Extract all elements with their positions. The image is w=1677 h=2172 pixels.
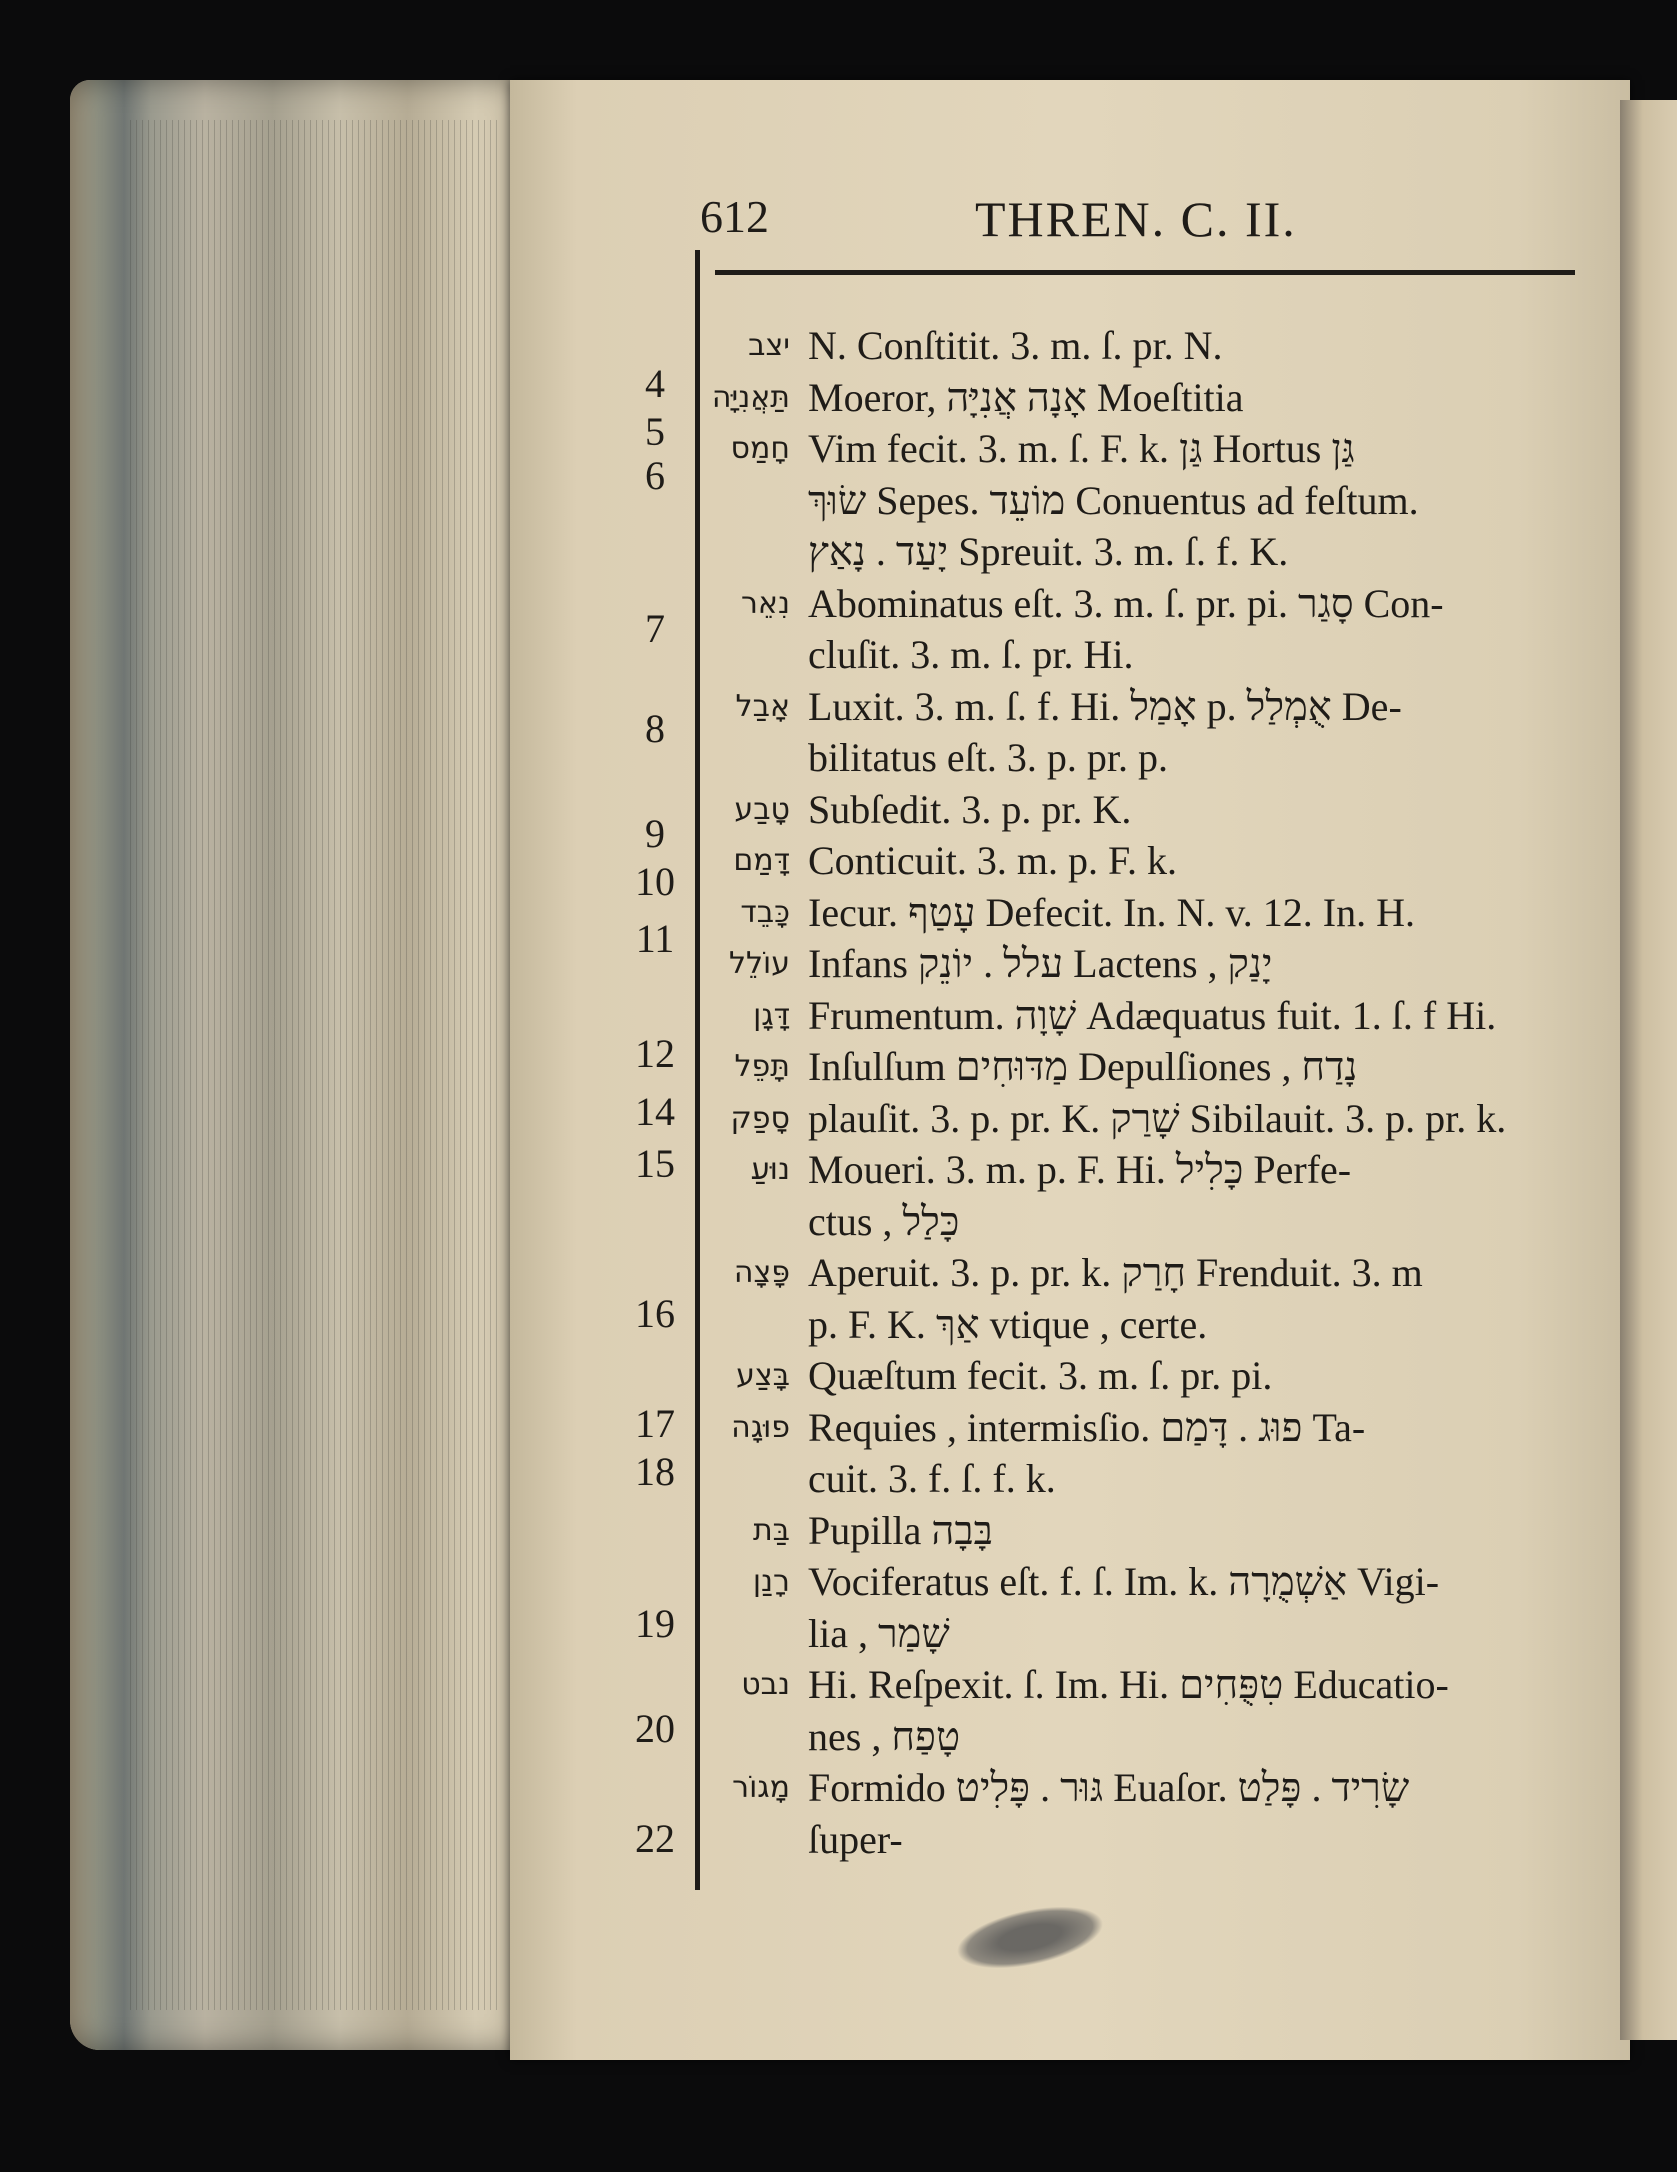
latin-gloss: Requies , intermisſio. פוּג . דָּמַם Ta- xyxy=(808,1404,1366,1450)
glossary-line xyxy=(705,421,1585,473)
hebrew-headword: תָּפֵל xyxy=(734,1049,790,1085)
hebrew-headword: דָּגָן xyxy=(753,997,790,1033)
latin-gloss: Iecur. עָטַף Defecit. In. N. v. 12. In. H. xyxy=(808,889,1415,935)
verse-number: 7 xyxy=(645,606,665,651)
hebrew-headword: אָבַל xyxy=(735,688,790,724)
latin-gloss: Hi. Reſpexit. ſ. Im. Hi. טִפֻּחִים Educatio- xyxy=(808,1662,1449,1708)
glossary-line xyxy=(705,1709,1585,1761)
verse-number: 5 xyxy=(645,409,665,454)
latin-gloss: cluſit. 3. m. ſ. pr. Hi. xyxy=(808,632,1134,678)
verse-number: 6 xyxy=(645,453,665,498)
hebrew-headword: טָבַע xyxy=(734,791,790,827)
verse-number: 18 xyxy=(635,1449,675,1494)
hebrew-headword: נבט xyxy=(741,1667,790,1703)
latin-gloss: cuit. 3. f. ſ. f. k. xyxy=(808,1456,1056,1502)
latin-gloss: Abominatus eſt. 3. m. ſ. pr. pi. סָגַר Con- xyxy=(808,580,1444,626)
glossary-line xyxy=(705,370,1585,422)
latin-gloss: שׂוּךְ Sepes. מוֹעֵד Conuentus ad feſtum. xyxy=(808,477,1419,523)
glossary-line xyxy=(705,679,1585,731)
hebrew-headword: כָּבֵד xyxy=(740,894,790,930)
verse-number: 10 xyxy=(635,859,675,904)
glossary-line xyxy=(705,1039,1585,1091)
book-page-edges xyxy=(70,80,520,2050)
facing-page-edge xyxy=(1620,100,1677,2040)
hebrew-headword: יצב xyxy=(748,328,790,364)
glossary-line xyxy=(705,576,1585,628)
glossary-line xyxy=(705,833,1585,885)
latin-gloss: Frumentum. שָׁוָה Adæquatus fuit. 1. ſ. f Hi. xyxy=(808,992,1497,1038)
glossary-line xyxy=(705,1503,1585,1555)
page-header xyxy=(700,190,1600,250)
glossary-line xyxy=(705,1297,1585,1349)
verse-number: 19 xyxy=(635,1601,675,1646)
verse-number: 16 xyxy=(635,1291,675,1336)
verse-number: 11 xyxy=(635,916,675,961)
hebrew-headword: בָּצַע xyxy=(736,1358,790,1394)
glossary-line xyxy=(705,318,1585,370)
verse-number: 14 xyxy=(635,1089,675,1134)
latin-gloss: nes , טָפַח xyxy=(808,1713,961,1759)
latin-gloss: Moeror, אָנָה אֲנִיָּה Moeſtitia xyxy=(808,374,1244,420)
latin-gloss: Moueri. 3. m. p. F. Hi. כָּלִיל Perfe- xyxy=(808,1147,1352,1193)
glossary-line xyxy=(705,1194,1585,1246)
latin-gloss: lia , שָׁמַר xyxy=(808,1610,950,1656)
latin-gloss: bilitatus eſt. 3. p. pr. p. xyxy=(808,735,1168,781)
latin-gloss: Subſedit. 3. p. pr. K. xyxy=(808,786,1132,832)
latin-gloss: Formido גּוּר . פָּלִיט Euaſor. שָׂרִיד . פָּלַט xyxy=(808,1765,1410,1811)
latin-gloss: plauſit. 3. p. pr. K. שָׁרַק Sibilauit. 3. p. pr. k. xyxy=(808,1095,1507,1141)
hebrew-headword: פוּגָה xyxy=(731,1409,790,1445)
hebrew-headword: דָּמַם xyxy=(733,843,790,879)
glossary-line xyxy=(705,730,1585,782)
hebrew-headword: נוּעַ xyxy=(750,1152,790,1188)
latin-gloss: Luxit. 3. m. ſ. f. Hi. אָמַל p. אֻמְלַל De- xyxy=(808,683,1402,729)
verse-number: 8 xyxy=(645,706,665,751)
latin-gloss: Aperuit. 3. p. pr. k. חָרַק Frenduit. 3. m xyxy=(808,1250,1423,1296)
glossary-line xyxy=(705,936,1585,988)
latin-gloss: יָעַד . נָאַץ Spreuit. 3. m. ſ. f. K. xyxy=(808,529,1289,575)
latin-gloss: ſuper- xyxy=(808,1816,903,1862)
glossary-line xyxy=(705,1348,1585,1400)
latin-gloss: ctus , כָּלַל xyxy=(808,1198,960,1244)
hebrew-headword: עוֹלֵל xyxy=(728,946,790,982)
verse-number: 15 xyxy=(635,1141,675,1186)
hebrew-headword: מָגוֹר xyxy=(732,1770,790,1806)
verse-number: 4 xyxy=(645,361,665,406)
glossary-line xyxy=(705,473,1585,525)
latin-gloss: Vociferatus eſt. f. ſ. Im. k. אַשְׁמֻרָה Vigi- xyxy=(808,1559,1440,1605)
glossary-line xyxy=(705,988,1585,1040)
margin-rule xyxy=(695,250,700,1890)
glossary-line xyxy=(705,1812,1585,1864)
glossary-line xyxy=(705,1451,1585,1503)
latin-gloss: Quæſtum fecit. 3. m. ſ. pr. pi. xyxy=(808,1353,1273,1399)
latin-gloss: Inſulſum מַדּוּחִים Depulſiones , נָדַח xyxy=(808,1044,1358,1090)
hebrew-headword: תַּאֲנִיָּה xyxy=(711,379,790,415)
glossary-line xyxy=(705,1554,1585,1606)
verse-number: 12 xyxy=(635,1031,675,1076)
glossary-line xyxy=(705,1606,1585,1658)
latin-gloss: Conticuit. 3. m. p. F. k. xyxy=(808,838,1178,884)
hebrew-headword: נִאֵר xyxy=(741,585,790,621)
latin-gloss: Infans עלל . יוֹנֵק Lactens , יָנַק xyxy=(808,941,1273,987)
glossary-line xyxy=(705,627,1585,679)
latin-gloss: N. Conſtitit. 3. m. ſ. pr. N. xyxy=(808,323,1223,369)
glossary-line xyxy=(705,1245,1585,1297)
glossary-line xyxy=(705,1400,1585,1452)
hebrew-headword: בַּת xyxy=(752,1512,790,1548)
page-number: 612 xyxy=(700,191,769,242)
glossary-line xyxy=(705,1091,1585,1143)
glossary-line xyxy=(705,885,1585,937)
latin-gloss: Pupilla בָּבָה xyxy=(808,1507,993,1553)
verse-number: 17 xyxy=(635,1401,675,1446)
hebrew-headword: רָנַן xyxy=(752,1564,790,1600)
latin-gloss: p. F. K. אַךְ vtique , certe. xyxy=(808,1301,1208,1347)
running-title: THREN. C. II. xyxy=(975,191,1297,247)
glossary-line xyxy=(705,524,1585,576)
glossary-line xyxy=(705,782,1585,834)
hebrew-headword: סָפַק xyxy=(730,1100,790,1136)
glossary-line xyxy=(705,1142,1585,1194)
verse-number: 22 xyxy=(635,1816,675,1861)
hebrew-headword: חָמַס xyxy=(730,431,790,467)
glossary-line xyxy=(705,1760,1585,1812)
header-rule xyxy=(715,270,1575,275)
glossary-line xyxy=(705,1657,1585,1709)
verse-number: 20 xyxy=(635,1706,675,1751)
latin-gloss: Vim fecit. 3. m. ſ. F. k. גַּן Hortus גַּן xyxy=(808,426,1355,472)
hebrew-headword: פָּצָה xyxy=(733,1255,790,1291)
verse-number: 9 xyxy=(645,811,665,856)
